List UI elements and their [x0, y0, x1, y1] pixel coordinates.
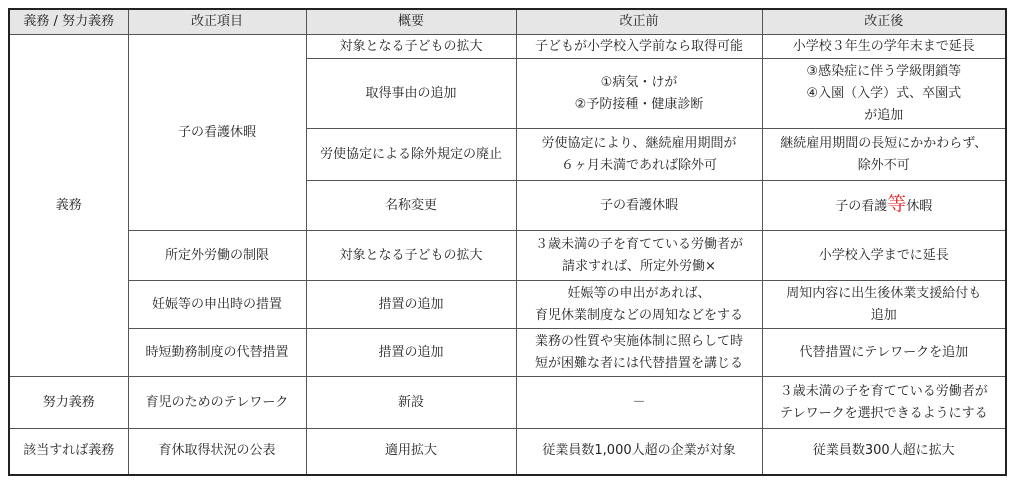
revision-table [8, 8, 1007, 476]
before-line: 請求すれば、所定外労働× [562, 258, 716, 274]
item-jitan: 時短勤務制度の代替措置 [128, 329, 306, 377]
after-cell: 小学校３年生の学年末まで延長 [762, 35, 1006, 59]
header-after: 改正後 [762, 9, 1006, 35]
after-cell: 従業員数300人超に拡大 [762, 429, 1006, 475]
before-cell: 子の看護休暇 [516, 181, 762, 231]
after-line: ３歳未満の子を育てている労働者が [779, 383, 988, 399]
after-cell: 小学校入学までに延長 [762, 231, 1006, 281]
after-line: ③感染症に伴う学級閉鎖等 [806, 63, 962, 79]
after-line: 周知内容に出生後休業支援給付も [786, 285, 982, 301]
table-row [9, 231, 1006, 281]
after-cell [762, 59, 1006, 129]
after-line: 継続雇用期間の長短にかかわらず、 [780, 135, 988, 151]
overview-cell: 新設 [306, 377, 516, 429]
before-line: ①病気・けが [600, 74, 678, 90]
after-cell [762, 129, 1006, 181]
after-line: 除外不可 [857, 157, 910, 173]
table-row [9, 35, 1006, 59]
after-line: が追加 [864, 107, 904, 123]
after-line: 追加 [870, 307, 897, 323]
after-line: テレワークを選択できるようにする [779, 405, 988, 421]
before-line: ６ヶ月未満であれば除外可 [560, 157, 717, 173]
after-line: ④入園（入学）式、卒園式 [806, 85, 962, 101]
header-row [9, 9, 1006, 35]
after-cell [762, 377, 1006, 429]
before-line: ②予防接種・健康診断 [574, 96, 704, 112]
before-line: ３歳未満の子を育てている労働者が [534, 236, 743, 252]
item-ninshin: 妊娠等の申出時の措置 [128, 281, 306, 329]
item-kohyo: 育休取得状況の公表 [128, 429, 306, 475]
overview-cell: 取得事由の追加 [306, 59, 516, 129]
before-line: 妊娠等の申出があれば、 [567, 285, 711, 301]
before-line: 育児休業制度などの周知などをする [534, 307, 743, 323]
after-cell: 代替措置にテレワークを追加 [762, 329, 1006, 377]
overview-cell: 措置の追加 [306, 281, 516, 329]
overview-cell: 名称変更 [306, 181, 516, 231]
before-line: 労使協定により、継続雇用期間が [541, 135, 737, 151]
table-row [9, 377, 1006, 429]
overview-cell: 対象となる子どもの拡大 [306, 231, 516, 281]
before-line: 短が困難な者には代替措置を講じる [534, 355, 743, 371]
header-category: 義務 / 努力義務 [9, 9, 128, 35]
revision-table-wrapper [8, 8, 1007, 476]
before-cell [516, 129, 762, 181]
table-row [9, 281, 1006, 329]
after-cell [762, 281, 1006, 329]
category-effort: 努力義務 [9, 377, 128, 429]
before-cell [516, 281, 762, 329]
before-cell [516, 329, 762, 377]
overview-cell: 労使協定による除外規定の廃止 [306, 129, 516, 181]
after-text-emphasis: 等 [887, 193, 907, 215]
table-row [9, 329, 1006, 377]
before-cell [516, 59, 762, 129]
header-overview: 概要 [306, 9, 516, 35]
after-text-pre: 子の看護 [835, 199, 888, 214]
item-kango: 子の看護休暇 [128, 35, 306, 231]
header-item: 改正項目 [128, 9, 306, 35]
header-before: 改正前 [516, 9, 762, 35]
before-cell: － [516, 377, 762, 429]
overview-cell: 対象となる子どもの拡大 [306, 35, 516, 59]
table-row [9, 429, 1006, 475]
after-text-post: 休暇 [906, 199, 933, 214]
category-duty: 義務 [9, 35, 128, 377]
item-shoteigai: 所定外労働の制限 [128, 231, 306, 281]
overview-cell: 措置の追加 [306, 329, 516, 377]
after-cell [762, 181, 1006, 231]
category-applicable: 該当すれば義務 [9, 429, 128, 475]
before-cell [516, 231, 762, 281]
item-telework: 育児のためのテレワーク [128, 377, 306, 429]
overview-cell: 適用拡大 [306, 429, 516, 475]
before-cell: 従業員数1,000人超の企業が対象 [516, 429, 762, 475]
before-cell: 子どもが小学校入学前なら取得可能 [516, 35, 762, 59]
before-line: 業務の性質や実施体制に照らして時 [534, 333, 743, 349]
